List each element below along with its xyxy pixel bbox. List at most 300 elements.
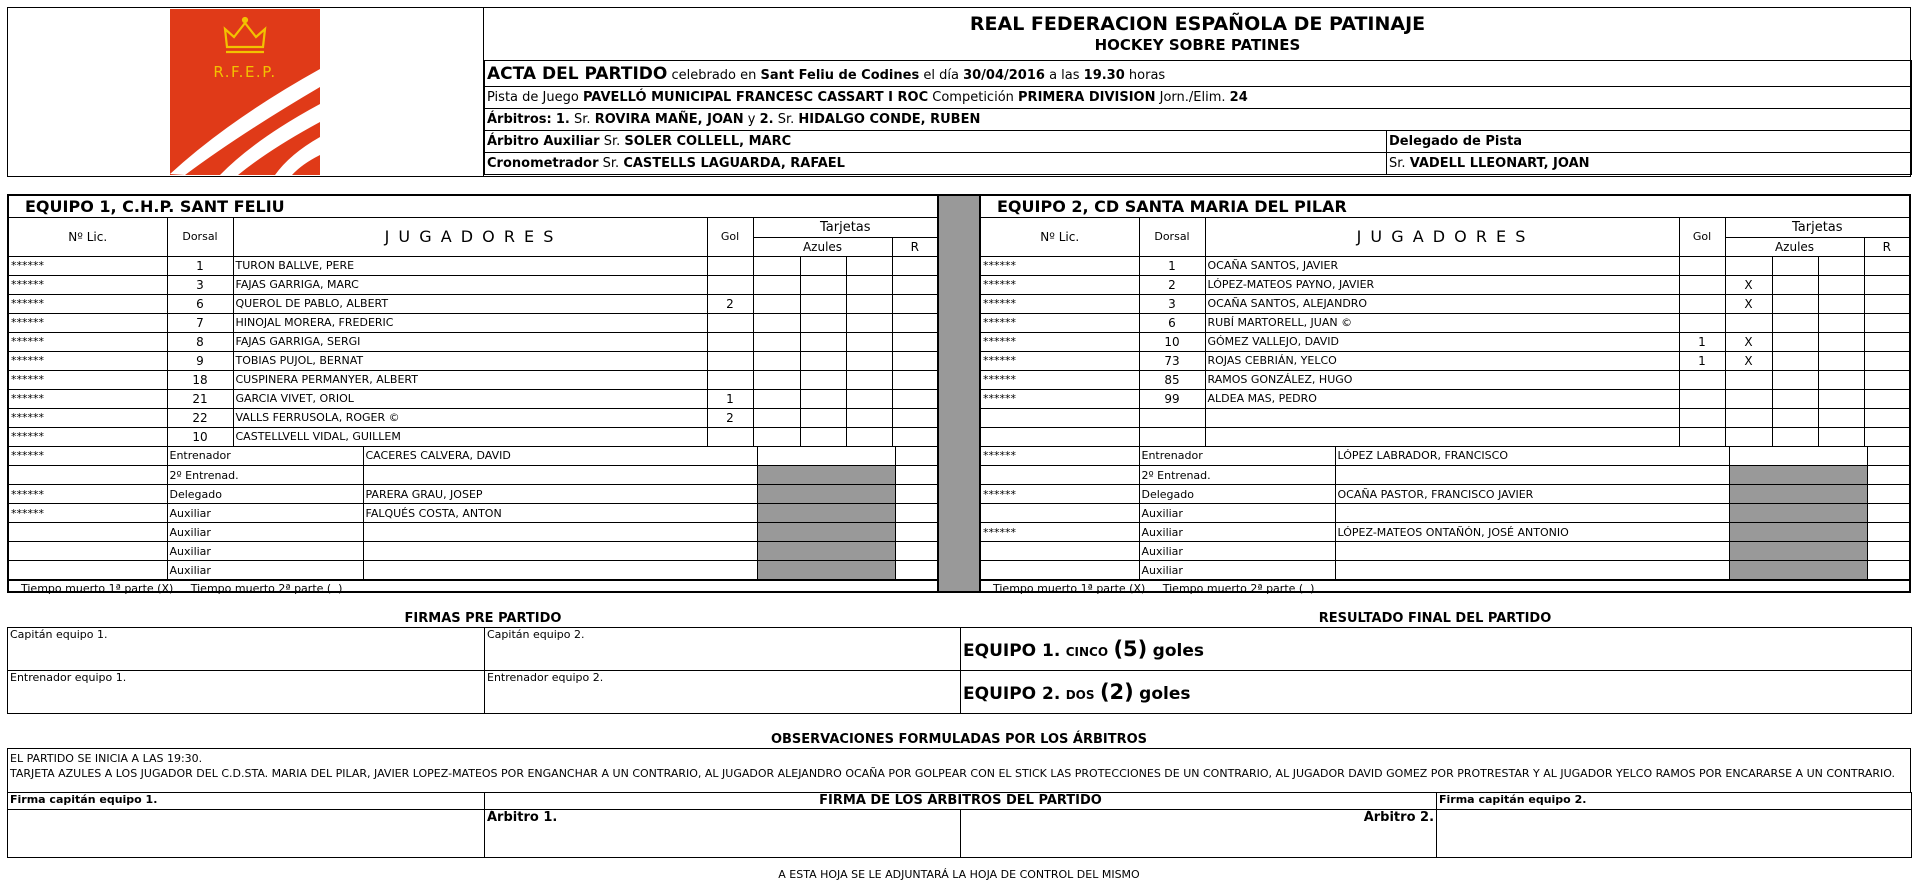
gol-header: Gol (1679, 218, 1725, 256)
player-row (981, 408, 1909, 427)
arb1-num: 1. (555, 112, 570, 127)
player-blue-card-2 (1772, 389, 1818, 408)
player-blue-card-1 (753, 332, 800, 351)
staff-name (363, 466, 757, 485)
firma-capitan-2-final[interactable] (1437, 810, 1912, 858)
jugadores-header: J U G A D O R E S (233, 218, 707, 256)
staff-row (981, 523, 1909, 542)
firma-arbitro-1[interactable]: Árbitro 1. (485, 810, 961, 858)
player-dorsal: 9 (167, 351, 233, 370)
staff-row (9, 561, 937, 580)
staff-gray-cell (1729, 504, 1867, 523)
acta-row (485, 61, 1912, 87)
player-goals (707, 332, 753, 351)
player-blue-card-2 (1772, 427, 1818, 446)
player-name: HINOJAL MORERA, FREDERIC (233, 313, 707, 332)
player-blue-card-2 (1772, 313, 1818, 332)
firma-capitan-1[interactable]: Capitán equipo 1. (8, 628, 485, 671)
team2-title: EQUIPO 2, CD SANTA MARIA DEL PILAR (981, 196, 1909, 218)
staff-row (981, 561, 1909, 580)
delegado-pista-label: Delegado de Pista (1387, 131, 1912, 153)
player-name: RAMOS GONZÁLEZ, HUGO (1205, 370, 1679, 389)
staff-extra-cell (1867, 523, 1909, 542)
lic-header: Nº Lic. (9, 218, 167, 256)
tarjetas-header: Tarjetas (753, 218, 937, 237)
teams-divider (939, 194, 979, 593)
competicion-label: Competición (932, 90, 1014, 105)
player-row (9, 389, 937, 408)
player-goals (707, 313, 753, 332)
staff-extra-cell (895, 466, 937, 485)
match-info-table (484, 60, 1912, 175)
staff-row (9, 523, 937, 542)
firma-arbitros-label: FIRMA DE LOS ÁRBITROS DEL PARTIDO (485, 793, 1437, 810)
staff-role: Auxiliar (1139, 504, 1335, 523)
player-license: ****** (9, 408, 167, 427)
player-row (981, 351, 1909, 370)
team2-staff-table (981, 447, 1909, 581)
staff-name (363, 561, 757, 580)
staff-row (981, 542, 1909, 561)
arbitro-auxiliar: SOLER COLLELL, MARC (624, 134, 792, 149)
staff-role: Auxiliar (167, 542, 363, 561)
firma-capitan-1-final[interactable] (8, 810, 485, 858)
player-dorsal (1139, 427, 1205, 446)
player-blue-card-2 (1772, 294, 1818, 313)
player-red-card (1864, 332, 1909, 351)
staff-license: ****** (9, 485, 167, 504)
player-blue-card-3 (846, 408, 892, 427)
player-license: ****** (981, 389, 1139, 408)
cronometrador: CASTELLS LAGUARDA, RAFAEL (623, 156, 845, 171)
player-blue-card-2 (800, 256, 846, 275)
auxiliar-row (485, 131, 1912, 153)
staff-extra-cell (895, 561, 937, 580)
staff-card-cell (757, 447, 895, 466)
eq2-goals: (2) (1099, 680, 1134, 704)
staff-role: Delegado (1139, 485, 1335, 504)
y-text: y (747, 112, 756, 127)
staff-row (9, 485, 937, 504)
staff-gray-cell (757, 466, 895, 485)
team2-players-table (981, 218, 1909, 447)
player-dorsal: 10 (167, 427, 233, 446)
player-goals (1679, 408, 1725, 427)
staff-gray-cell (757, 523, 895, 542)
player-license (981, 427, 1139, 446)
header-row (9, 218, 937, 237)
player-blue-card-1 (1725, 389, 1772, 408)
resultado-equipo-2 (961, 671, 1912, 714)
eq1-words: CINCO (1065, 645, 1109, 659)
staff-license (9, 561, 167, 580)
player-blue-card-2 (800, 294, 846, 313)
eq1-label: EQUIPO 1. (963, 641, 1061, 661)
player-red-card (892, 256, 937, 275)
staff-gray-cell (757, 504, 895, 523)
player-blue-card-3 (846, 370, 892, 389)
staff-extra-cell (1867, 561, 1909, 580)
player-red-card (892, 313, 937, 332)
staff-license (9, 466, 167, 485)
staff-license: ****** (9, 447, 167, 466)
player-row (981, 275, 1909, 294)
player-blue-card-1 (1725, 427, 1772, 446)
player-dorsal: 6 (167, 294, 233, 313)
staff-extra-cell (895, 485, 937, 504)
player-red-card (892, 351, 937, 370)
player-dorsal: 3 (167, 275, 233, 294)
player-blue-card-1: X (1725, 351, 1772, 370)
player-name: TURON BALLVE, PERE (233, 256, 707, 275)
team1-title: EQUIPO 1, C.H.P. SANT FELIU (9, 196, 937, 218)
player-license: ****** (981, 275, 1139, 294)
player-name: CASTELLVELL VIDAL, GUILLEM (233, 427, 707, 446)
staff-name: LÓPEZ-MATEOS ONTAÑÓN, JOSÉ ANTONIO (1335, 523, 1729, 542)
delegado-pista: VADELL LLEONART, JOAN (1409, 156, 1590, 171)
staff-row (9, 504, 937, 523)
team1-panel (7, 194, 939, 593)
player-name: OCAÑA SANTOS, JAVIER (1205, 256, 1679, 275)
staff-extra-cell (1867, 447, 1909, 466)
jornada: 24 (1229, 90, 1248, 105)
player-license: ****** (9, 351, 167, 370)
staff-gray-cell (1729, 466, 1867, 485)
player-blue-card-2 (1772, 408, 1818, 427)
player-name (1205, 427, 1679, 446)
staff-row (981, 466, 1909, 485)
gol-header: Gol (707, 218, 753, 256)
player-red-card (1864, 256, 1909, 275)
player-license: ****** (981, 294, 1139, 313)
player-goals (1679, 275, 1725, 294)
player-goals: 1 (707, 389, 753, 408)
staff-role: Auxiliar (1139, 561, 1335, 580)
sr-text: Sr. (574, 112, 591, 127)
el-dia-text: el día (923, 67, 959, 83)
player-blue-card-3 (1818, 275, 1864, 294)
staff-license: ****** (9, 504, 167, 523)
player-goals (1679, 256, 1725, 275)
player-blue-card-1: X (1725, 294, 1772, 313)
player-blue-card-3 (846, 427, 892, 446)
player-blue-card-1 (1725, 370, 1772, 389)
player-dorsal: 3 (1139, 294, 1205, 313)
staff-license: ****** (981, 485, 1139, 504)
team2-panel (979, 194, 1911, 593)
player-license: ****** (9, 427, 167, 446)
player-name: GARCIA VIVET, ORIOL (233, 389, 707, 408)
sr-text: Sr. (602, 156, 620, 171)
player-name: ALDEA MAS, PEDRO (1205, 389, 1679, 408)
player-blue-card-1 (1725, 256, 1772, 275)
player-dorsal: 7 (167, 313, 233, 332)
staff-extra-cell (895, 523, 937, 542)
jugadores-header: J U G A D O R E S (1205, 218, 1679, 256)
staff-row (981, 485, 1909, 504)
pista-name: PAVELLÓ MUNICIPAL FRANCESC CASSART I ROC (582, 90, 929, 105)
footer-note: A ESTA HOJA SE LE ADJUNTARÁ LA HOJA DE CONTROL DEL MISMO (778, 868, 1140, 881)
staff-license: ****** (981, 447, 1139, 466)
player-blue-card-3 (846, 332, 892, 351)
player-name: LÓPEZ-MATEOS PAYNO, JAVIER (1205, 275, 1679, 294)
player-red-card (1864, 294, 1909, 313)
team1-timeouts: Tiempo muerto 1ª parte (X) Tiempo muerto 2ª parte ( ) (9, 580, 937, 596)
player-name: GÓMEZ VALLEJO, DAVID (1205, 332, 1679, 351)
staff-license (981, 561, 1139, 580)
player-blue-card-3 (846, 294, 892, 313)
player-blue-card-2 (800, 370, 846, 389)
player-blue-card-3 (1818, 351, 1864, 370)
staff-name: FALQUÉS COSTA, ANTON (363, 504, 757, 523)
sport-title: HOCKEY SOBRE PATINES (1094, 36, 1301, 54)
player-dorsal: 1 (1139, 256, 1205, 275)
player-goals: 1 (1679, 332, 1725, 351)
player-red-card (892, 294, 937, 313)
player-blue-card-1 (753, 427, 800, 446)
player-dorsal: 6 (1139, 313, 1205, 332)
player-red-card (892, 389, 937, 408)
player-blue-card-1 (753, 294, 800, 313)
player-red-card (892, 275, 937, 294)
staff-name: CACERES CALVERA, DAVID (363, 447, 757, 466)
player-row (981, 427, 1909, 446)
pista-row (485, 87, 1912, 109)
staff-license (981, 504, 1139, 523)
player-blue-card-3 (846, 313, 892, 332)
staff-role: Auxiliar (167, 523, 363, 542)
player-license: ****** (981, 313, 1139, 332)
player-blue-card-1 (753, 313, 800, 332)
player-goals: 1 (1679, 351, 1725, 370)
player-red-card (892, 370, 937, 389)
team1-staff-table (9, 447, 937, 581)
staff-name (363, 523, 757, 542)
header-row (981, 218, 1909, 237)
player-blue-card-2 (1772, 275, 1818, 294)
staff-name (1335, 466, 1729, 485)
azules-header: Azules (753, 237, 892, 256)
federation-title: REAL FEDERACION ESPAÑOLA DE PATINAJE (969, 13, 1426, 35)
staff-name: LÓPEZ LABRADOR, FRANCISCO (1335, 447, 1729, 466)
player-row (9, 408, 937, 427)
staff-gray-cell (757, 542, 895, 561)
player-blue-card-3 (846, 389, 892, 408)
player-name: OCAÑA SANTOS, ALEJANDRO (1205, 294, 1679, 313)
arbitro-2: HIDALGO CONDE, RUBEN (798, 112, 981, 127)
player-license: ****** (981, 351, 1139, 370)
player-blue-card-3 (1818, 294, 1864, 313)
player-red-card (1864, 408, 1909, 427)
staff-name (1335, 542, 1729, 561)
player-dorsal: 99 (1139, 389, 1205, 408)
sr-text: Sr. (603, 134, 621, 149)
staff-role: Auxiliar (1139, 542, 1335, 561)
competicion: PRIMERA DIVISION (1018, 90, 1156, 105)
pista-label: Pista de Juego (487, 90, 579, 105)
staff-row (9, 466, 937, 485)
a-las-text: a las (1049, 67, 1080, 83)
player-blue-card-3 (846, 275, 892, 294)
player-license: ****** (9, 313, 167, 332)
crono-row (485, 153, 1912, 175)
player-blue-card-1: X (1725, 332, 1772, 351)
player-red-card (892, 332, 937, 351)
player-license: ****** (9, 275, 167, 294)
player-license: ****** (9, 294, 167, 313)
player-blue-card-3 (1818, 408, 1864, 427)
logo-text: R.F.E.P. (213, 63, 277, 81)
lic-header: Nº Lic. (981, 218, 1139, 256)
staff-row (9, 542, 937, 561)
player-blue-card-2 (800, 427, 846, 446)
eq2-words: DOS (1065, 688, 1095, 702)
staff-role: Auxiliar (167, 504, 363, 523)
firma-entrenador-1[interactable]: Entrenador equipo 1. (8, 671, 485, 714)
player-row (981, 370, 1909, 389)
player-goals (1679, 294, 1725, 313)
player-blue-card-3 (1818, 370, 1864, 389)
goles-text: goles (1139, 684, 1191, 704)
staff-role: Delegado (167, 485, 363, 504)
staff-role: Auxiliar (1139, 523, 1335, 542)
player-row (981, 389, 1909, 408)
dorsal-header: Dorsal (1139, 218, 1205, 256)
arbitro-1: ROVIRA MAÑE, JOAN (594, 112, 744, 127)
player-red-card (892, 408, 937, 427)
player-license: ****** (981, 256, 1139, 275)
player-blue-card-2 (1772, 351, 1818, 370)
staff-gray-cell (1729, 561, 1867, 580)
player-blue-card-3 (846, 256, 892, 275)
player-row (9, 294, 937, 313)
staff-license (9, 523, 167, 542)
player-blue-card-2 (800, 332, 846, 351)
player-name: RUBÍ MARTORELL, JUAN © (1205, 313, 1679, 332)
sr-text: Sr. (1389, 156, 1406, 171)
staff-role: Entrenador (1139, 447, 1335, 466)
firma-capitan-2[interactable]: Capitán equipo 2. (485, 628, 961, 671)
staff-extra-cell (1867, 485, 1909, 504)
player-name: CUSPINERA PERMANYER, ALBERT (233, 370, 707, 389)
player-dorsal: 18 (167, 370, 233, 389)
staff-extra-cell (1867, 466, 1909, 485)
resultado-title: RESULTADO FINAL DEL PARTIDO (1318, 611, 1552, 626)
resultado-equipo-1 (961, 628, 1912, 671)
staff-name (363, 542, 757, 561)
player-blue-card-1: X (1725, 275, 1772, 294)
match-date: 30/04/2016 (963, 67, 1045, 83)
match-time: 19.30 (1083, 67, 1125, 83)
team2-timeouts: Tiempo muerto 1ª parte (X) Tiempo muerto 2ª parte ( ) (981, 580, 1909, 596)
player-red-card (1864, 370, 1909, 389)
tarjetas-header: Tarjetas (1725, 218, 1909, 237)
firmas-final-table (7, 792, 1912, 858)
firma-entrenador-2[interactable]: Entrenador equipo 2. (485, 671, 961, 714)
staff-row (9, 447, 937, 466)
player-goals: 2 (707, 294, 753, 313)
player-row (981, 332, 1909, 351)
staff-license (9, 542, 167, 561)
player-row (9, 275, 937, 294)
staff-extra-cell (1867, 542, 1909, 561)
player-license: ****** (9, 370, 167, 389)
player-blue-card-3 (1818, 389, 1864, 408)
staff-extra-cell (895, 542, 937, 561)
player-red-card (1864, 389, 1909, 408)
player-row (981, 256, 1909, 275)
player-name: ROJAS CEBRIÁN, YELCO (1205, 351, 1679, 370)
player-goals (707, 370, 753, 389)
observaciones-box (7, 748, 1911, 793)
player-row (9, 332, 937, 351)
staff-license (981, 542, 1139, 561)
player-red-card (892, 427, 937, 446)
player-dorsal: 21 (167, 389, 233, 408)
staff-gray-cell (757, 485, 895, 504)
sr-text: Sr. (777, 112, 795, 127)
observaciones-title: OBSERVACIONES FORMULADAS POR LOS ÁRBITROS (770, 732, 1148, 747)
player-blue-card-1 (753, 256, 800, 275)
player-name: VALLS FERRUSOLA, ROGER © (233, 408, 707, 427)
player-dorsal (1139, 408, 1205, 427)
staff-extra-cell (895, 504, 937, 523)
player-goals (1679, 427, 1725, 446)
player-blue-card-2 (1772, 370, 1818, 389)
player-red-card (1864, 351, 1909, 370)
r-header: R (892, 237, 937, 256)
player-blue-card-3 (1818, 332, 1864, 351)
player-license: ****** (981, 332, 1139, 351)
player-goals (707, 351, 753, 370)
player-blue-card-1 (1725, 313, 1772, 332)
arbitros-row (485, 109, 1912, 131)
player-name: QUEROL DE PABLO, ALBERT (233, 294, 707, 313)
player-row (9, 351, 937, 370)
player-blue-card-1 (753, 408, 800, 427)
team1-players-table (9, 218, 937, 447)
player-license: ****** (9, 256, 167, 275)
player-name: TOBIAS PUJOL, BERNAT (233, 351, 707, 370)
player-blue-card-2 (1772, 256, 1818, 275)
firmas-title: FIRMAS PRE PARTIDO (404, 611, 562, 626)
player-blue-card-2 (800, 351, 846, 370)
staff-row (981, 504, 1909, 523)
player-name: FAJAS GARRIGA, SERGI (233, 332, 707, 351)
player-row (9, 256, 937, 275)
player-blue-card-3 (1818, 313, 1864, 332)
player-blue-card-3 (1818, 256, 1864, 275)
azules-header: Azules (1725, 237, 1864, 256)
player-goals (707, 256, 753, 275)
player-license: ****** (981, 370, 1139, 389)
staff-name: PARERA GRAU, JOSEP (363, 485, 757, 504)
player-license: ****** (9, 389, 167, 408)
player-row (981, 294, 1909, 313)
firma-capitan-1-final-label: Firma capitán equipo 1. (8, 793, 485, 810)
player-blue-card-2 (800, 408, 846, 427)
staff-gray-cell (1729, 542, 1867, 561)
city: Sant Feliu de Codines (760, 67, 920, 83)
jornada-label: Jorn./Elim. (1159, 90, 1226, 105)
player-row (9, 370, 937, 389)
staff-gray-cell (757, 561, 895, 580)
staff-role: Auxiliar (167, 561, 363, 580)
firma-arbitro-2[interactable]: Árbitro 2. (961, 810, 1437, 858)
crono-label: Cronometrador (487, 156, 599, 171)
player-blue-card-2 (800, 313, 846, 332)
player-name: FAJAS GARRIGA, MARC (233, 275, 707, 294)
